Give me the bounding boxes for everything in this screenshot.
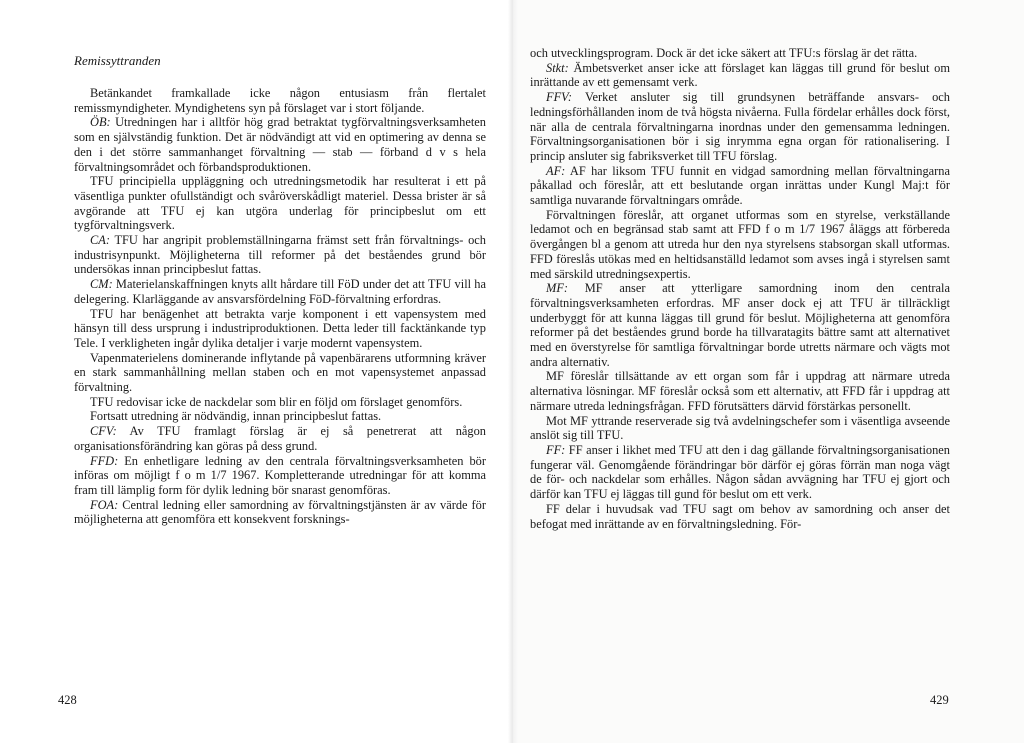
paragraph-text: En enhetligare ledning av den centrala förvaltningsverksamheten bör införas om möjligt f o m 1/7 1967. Kompletterande utredningar för att komma fram till lämplig form för dylik ledning bör snarast genomföras. bbox=[74, 453, 486, 497]
paragraph-text: Vapenmaterielens dominerande inflytande på vapenbärarens utformning kräver en stark sammanhållning mellan staben och en mot vapensystemet anpassad förvaltning. bbox=[74, 350, 486, 395]
paragraph-lead: FF: bbox=[546, 442, 566, 457]
paragraph bbox=[530, 46, 950, 61]
page-number-right: 429 bbox=[930, 693, 949, 707]
paragraph bbox=[74, 86, 486, 115]
page-number-left: 428 bbox=[58, 693, 77, 707]
paragraph-lead: FOA: bbox=[90, 497, 119, 512]
paragraph-text: MF föreslår tillsättande av ett organ som får i uppdrag att närmare utreda alternativa lösningar. MF föreslår också som ett alternativ, att FFD får i uppdrag att närmare utreda ledningsfrågan. FFD förutsätters därvid förstärkas personellt. bbox=[530, 369, 950, 413]
paragraph-lead: MF: bbox=[546, 281, 569, 296]
paragraph-text: Förvaltningen föreslår, att organet utformas som en styrelse, verkställande ledamot och en begränsad stab samt att FFD f o m 1/7 1967 åläggs att förbereda övergången bl a genom att utreda hur den nya styrelsens stabsorgan skall utformas. FFD föreslås utökas med en heltidsanställd ledamot som avses ingå i styrelsen samt med särskild utredningsexpertis. bbox=[530, 207, 950, 281]
paragraph bbox=[74, 424, 486, 453]
paragraph-lead: ÖB: bbox=[90, 115, 111, 130]
paragraph-text: TFU har angripit problemställningarna främst sett från förvaltnings- och industrisynpunkt. Möjligheterna till reformer på det beståendes grund bör undersökas innan principbeslut fattas. bbox=[74, 233, 486, 277]
book-gutter bbox=[508, 0, 518, 743]
paragraph bbox=[74, 498, 486, 527]
paragraph bbox=[74, 174, 486, 233]
paragraph-text: TFU redovisar icke de nackdelar som blir en följd om förslaget genomförs. bbox=[90, 394, 463, 409]
paragraph bbox=[530, 414, 950, 443]
paragraph-text: Fortsatt utredning är nödvändig, innan principbeslut fattas. bbox=[90, 409, 382, 424]
right-text-column bbox=[530, 46, 950, 531]
paragraph bbox=[74, 277, 486, 306]
paragraph bbox=[530, 61, 950, 90]
paragraph-text: Betänkandet framkallade icke någon entusiasm från flertalet remissmyndigheter. Myndighetens syn på förslaget var i stort följande. bbox=[74, 86, 486, 115]
paragraph bbox=[530, 369, 950, 413]
paragraph bbox=[74, 409, 486, 424]
paragraph-text: FF anser i likhet med TFU att den i dag gällande förvaltningsorganisationen fungerar väl. Genomgående förändringar bör därför ej göras förrän man noga vägt de för- och nackdelar som erhålles. Någon sådan avvägning har TFU ej gjort och därför kan TFU ej läggas till gund för beslut om ett verk. bbox=[530, 442, 950, 502]
paragraph-text: MF anser att ytterligare samordning inom den centrala förvaltningsverksamheten erfordras. MF anser dock ej att TFU är tillräckligt underbyggt för att kunna läggas till grund för beslut. Möjligheterna att genomföra reformer på det beståendes grund borde ha tillvaratagits bättre samt att alternativet med en överstyrelse för samtliga förvaltningar borde utretts närmare och vägts mot andra alternativ. bbox=[530, 281, 950, 369]
paragraph-text: TFU principiella uppläggning och utredningsmetodik har resulterat i ett på väsentliga punkter ofullständigt och svåröverskådligt materiel. Dessa brister är så avgörande att TFU ej kan utgöra underlag för principbeslut om ett tygförvaltningsverk. bbox=[74, 174, 486, 233]
paragraph bbox=[530, 208, 950, 282]
paragraph bbox=[74, 307, 486, 351]
paragraph-text: Verket ansluter sig till grundsynen beträffande ansvars- och ledningsförhållanden inom de två högsta nivåerna. Fulla fördelar erhålles dock först, när alla de centrala förvaltningarna inordnas under den gemensamma ledningen. Förvaltningsorganisationen bör i sig inrymma egna organ för rationalisering. I princip ansluter sig fabriksverket till TFU förslag. bbox=[530, 90, 950, 163]
running-head: Remissyttranden bbox=[74, 53, 161, 68]
paragraph-lead: CA: bbox=[90, 233, 110, 248]
left-text-column bbox=[74, 86, 486, 527]
paragraph-text: Central ledning eller samordning av förvaltningstjänsten är av värde för möjligheterna att genomföra ett konsekvent forsknings- bbox=[74, 497, 486, 527]
paragraph-text: Av TFU framlagt förslag är ej så penetrerat att någon organisationsförändring kan göras på dess grund. bbox=[74, 424, 486, 453]
paragraph-text: Ämbetsverket anser icke att förslaget kan läggas till grund för beslut om inrättande av ett gemensamt verk. bbox=[530, 60, 950, 90]
paragraph bbox=[530, 164, 950, 208]
paragraph-lead: FFD: bbox=[90, 453, 119, 468]
paragraph-lead: CM: bbox=[90, 277, 113, 292]
paragraph bbox=[530, 281, 950, 369]
paragraph-lead: FFV: bbox=[546, 90, 573, 105]
paragraph-text: TFU har benägenhet att betrakta varje komponent i ett vapensystem med hänsyn till dess ursprung i industriproduktionen. Detta leder till facktänkande typ Tele. I verkligheten ingår dylika detaljer i varje modernt vapensystem. bbox=[74, 306, 486, 350]
paragraph bbox=[74, 233, 486, 277]
paragraph-text: och utvecklingsprogram. Dock är det icke säkert att TFU:s förslag är det rätta. bbox=[530, 46, 918, 60]
paragraph-lead: AF: bbox=[546, 163, 566, 178]
right-page bbox=[512, 0, 1024, 743]
paragraph-lead: CFV: bbox=[90, 424, 117, 439]
paragraph-text: AF har liksom TFU funnit en vidgad samordning mellan förvaltningarna påkallad och föreslår, att ett beslutande organ inrättas under Kungl Maj:t för samtliga nuvarande förvaltningars område. bbox=[530, 163, 950, 208]
paragraph-lead: Stkt: bbox=[546, 60, 569, 75]
paragraph-text: Mot MF yttrande reserverade sig två avdelningschefer som i väsentliga avseende anslöt sig till TFU. bbox=[530, 413, 950, 443]
paragraph bbox=[74, 351, 486, 395]
paragraph bbox=[530, 90, 950, 164]
paragraph bbox=[530, 502, 950, 531]
paragraph-text: Materielanskaffningen knyts allt hårdare till FöD under det att TFU vill ha delegering. Klarläggande av ansvarsfördelning FöD-förvaltning erfordras. bbox=[74, 277, 486, 306]
paragraph bbox=[74, 395, 486, 410]
paragraph-text: FF delar i huvudsak vad TFU sagt om behov av samordning och anser det befogat med inrättande av en förvaltningsledning. För- bbox=[530, 501, 950, 531]
paragraph bbox=[74, 454, 486, 498]
paragraph-text: Utredningen har i alltför hög grad betraktat tygförvaltningsverksamheten som en självständig funktion. Det är nödvändigt att vid en optimering av denna se den i det större sammanhanget förvaltning — stab — förband d v s hela förvaltningsområdet och förbandsproduktionen. bbox=[74, 115, 486, 174]
paragraph bbox=[530, 443, 950, 502]
paragraph bbox=[74, 115, 486, 174]
